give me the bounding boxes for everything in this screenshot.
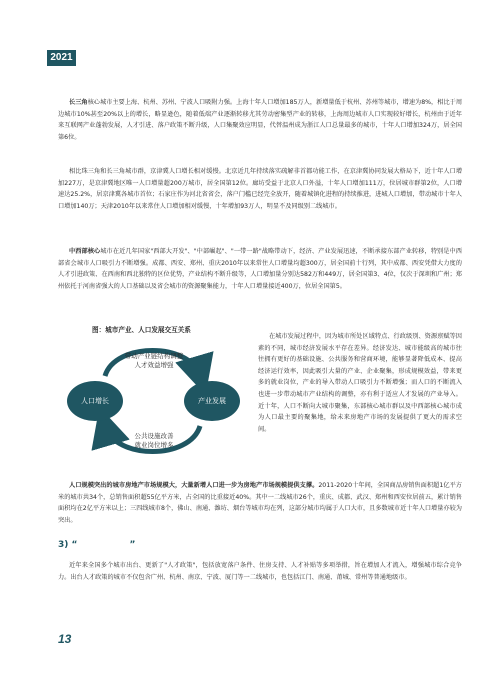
section-heading [58,540,135,550]
paragraph-lead: 长三角 [69,99,88,106]
figure-caption: 图：城市产业、人口发展交互关系 [92,326,191,334]
paragraph-lead: 相比珠三角和长三角城市群，京津冀 [69,168,169,175]
paragraph-jingjinji [58,166,462,212]
industry-development-label: 产业发展 [198,397,226,405]
paragraph-body: 核心城市主要上海、杭州、苏州、宁波人口吸附力强。上海十年人口增加185万人，新增量低于杭州、苏州等城市，增速为8%，相比于周边城市10%甚至20%以上的增长，略显逊色，随着低端产业逐渐转移尤其劳动密集型产业的转移，上海周边城市人口实现较好增长，杭州由于近年来互联网产业蓬勃发展，人才引进、落户政策不断升级，人口集聚效应明显，代替温州成为浙江人口总量最多的城市，十年人口增加324万，居全国第6位。 [58,99,463,141]
section-open-quote: “ [71,540,78,550]
year-badge: 2021 [47,50,76,66]
paragraph-talent-policy: 近年来全国多个城市出台、更新了"人才政策"，包括放宽落户条件、住房支持、人才补贴等多项举措，旨在增加人才流入，增强城市综合竞争力。出台人才政策的城市不仅包含广州、杭州、南京、宁波、厦门等一二线城市，也包括江门、南通、莆城、常州等普通地级市。 [58,562,462,581]
paragraph-body: 人口增长相对缓慢。北京近几年持续落实疏解非首都功能工作，在京津冀协同发展大格局下，近十年人口增加227万，是京津冀地区唯一人口增量超200万城市，居全国第12位。廊坊受益于北京人口外溢，十年人口增加111万，位居城市群第2位，人口增速达25.2%，居京津冀各城市首位；石家庄作为河北省省会，落户门槛已经完全放开，随着城镇化进程的持续推进，进城人口增加，带动城市十年人口增加140万；天津2010年以来常住人口增加相对缓慢，十年增加93万人，明显不及同级别二线城市。 [58,168,463,210]
top-arrow-label-2: 人才效益增强 [134,361,174,369]
paragraph-central-west [58,246,462,292]
section-number: 3) [58,540,69,550]
bottom-arrow-label-2: 就业岗位增多 [134,441,174,449]
paragraph-yangtze-delta [58,97,462,143]
paragraph-body: 城市在近几年国家"西部大开发"、"中部崛起"、"一带一路"战略带动下，经济、产业发展迅速，不断承接东部产业转移，特别是中西部省会城市人口吸引力不断增强。成都、西安、郑州、重庆2010年以来常住人口增量均超300万，居全国前十行列，其中成都、西安凭借大力度的人才引进政策、在西南和西北独特的区位优势，产业结构不断升级等，人口增加量分别达582万和449万，居全国第3、4位，仅次于深圳和广州；郑州依托于河南省强大的人口基础以及省会城市的资源聚集能力，十年人口增量接近400万，位居全国第5。 [58,248,462,290]
bottom-arrow-label-1: 公共设施改善 [134,432,174,440]
page-number: 13 [58,632,72,646]
paragraph-real-estate-scale [58,480,462,526]
population-growth-label: 人口增长 [81,397,109,405]
industry-population-diagram [60,334,250,464]
top-arrow-label-1: 带动产业链结构调整 [124,352,184,360]
paragraph-body: 2011-2020十年间，全国商品房销售面积超1亿平方米的城市共34个，总销售面积超55亿平方米，占全国的比重接近40%。其中一二线城市26个，重庆、成都、武汉、郑州和西安位居前五，累计销售面积均在2亿平方米以上；三四线城市8个，佛山、南通、潍坊、烟台等城市均在列，这部分城市均属于人口大市，且多数城市近十年人口增量亦较为突出。 [58,482,462,524]
paragraph-lead: 人口规模突出的城市房地产市场规模大，大量新增人口进一步为房地产市场规模提供支撑。 [69,482,319,489]
section-close-quote: ” [129,540,136,550]
paragraph-city-development: 在城市发展过程中，因为城市所处区域特点、行政级别、资源禀赋等因素的不同，城市经济发展水平存在差异。经济发达、城市能级高的城市往往拥有更好的基础设施、公共服务和营商环境，能够显著降低成本、提高经济运行效率，因此吸引大量的产业、企业聚集，形成规模效益，带来更多的就业岗位，产业的导入带动人口吸引力不断增强；而人口的不断流入也进一步带动城市产业结构的调整，亦有利于适应人才发展的产业导入。近十年，人口不断向大城市聚集，东部核心城市群以及中西部核心城市成为人口最主要的聚集地，给未来房地产市场的发展提供了更大的需求空间。 [258,333,462,433]
paragraph-lead: 中西部核心 [69,248,101,255]
